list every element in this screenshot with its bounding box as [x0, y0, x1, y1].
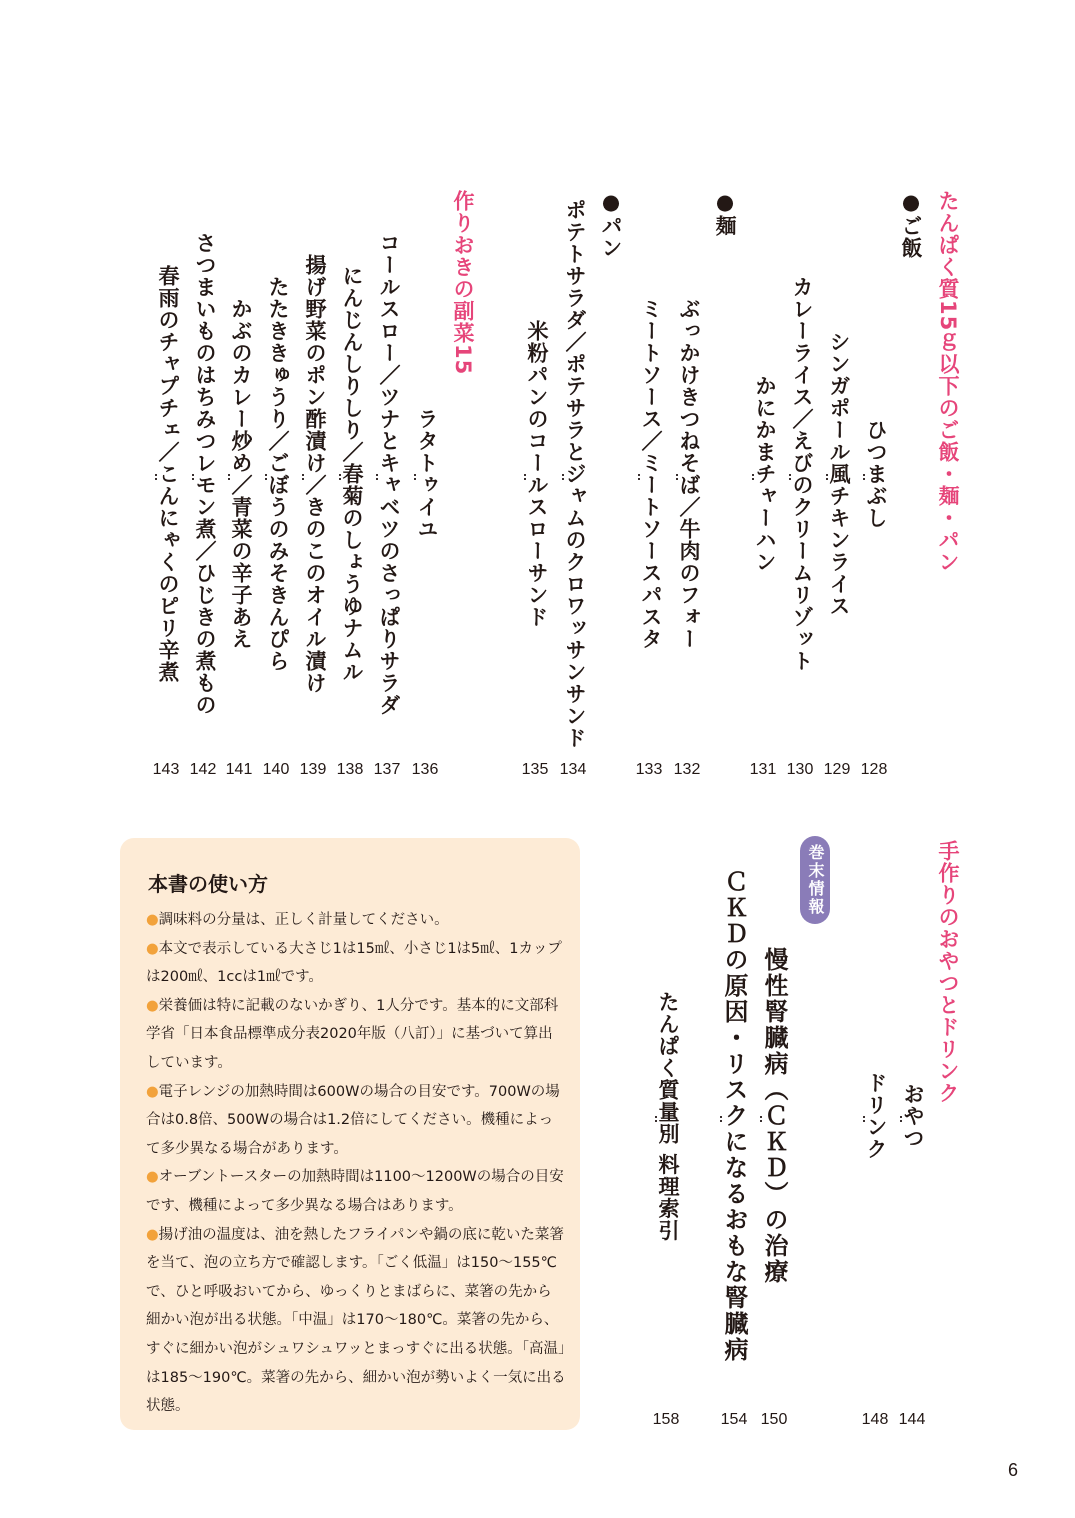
- bullet-icon: ●: [146, 912, 159, 928]
- bullet-icon: ●: [146, 1169, 159, 1186]
- category-label-bread: ●パン: [599, 190, 623, 259]
- toc-entry[interactable]: ひつまぶし: [864, 419, 888, 529]
- appendix-badge: 巻末情報: [800, 836, 830, 924]
- toc-entry[interactable]: かにかまチャーハン: [753, 375, 777, 573]
- toc-entry[interactable]: シンガポール風チキンライス: [827, 331, 851, 617]
- page-ref: 136: [411, 761, 439, 778]
- page-ref: 138: [336, 761, 364, 778]
- toc-entry[interactable]: コールスロー／ツナとキャベツのさっぱりサラダ: [377, 232, 401, 716]
- page-ref: 130: [786, 761, 814, 778]
- dot-leader: [228, 474, 230, 480]
- toc-entry[interactable]: ラタトゥイユ: [415, 408, 439, 540]
- category-label-noodles: ●麺: [713, 190, 737, 237]
- page-ref: 148: [861, 1411, 889, 1428]
- toc-entry[interactable]: おやつ: [901, 1083, 925, 1149]
- page-ref: 143: [152, 761, 180, 778]
- page-ref: 144: [898, 1411, 926, 1428]
- toc-entry[interactable]: さつまいものはちみつレモン煮／ひじきの煮もの: [193, 232, 217, 716]
- bullet-icon: ●: [146, 997, 159, 1014]
- toc-entry[interactable]: たんぱく質量別 料理索引: [656, 990, 680, 1242]
- dot-leader: [524, 474, 526, 480]
- toc-entry[interactable]: カレーライス／えびのクリームリゾット: [790, 276, 814, 672]
- toc-entry[interactable]: 春雨のチャプチェ／こんにゃくのピリ辛煮: [156, 265, 180, 683]
- dot-leader: [752, 474, 754, 480]
- dot-leader: [638, 474, 640, 480]
- dot-leader: [676, 474, 678, 480]
- dot-leader: [414, 474, 416, 480]
- page-ref: 129: [823, 761, 851, 778]
- dot-leader: [655, 1116, 657, 1122]
- page-ref: 132: [673, 761, 701, 778]
- page-ref: 154: [720, 1411, 748, 1428]
- usage-note-item: ●電子レンジの加熱時間は600Wの場合の目安です。700Wの場合は0.8倍、500Wの場合は1.2倍にしてください。機種によって多少異なる場合があります。: [146, 1083, 560, 1157]
- category-label-rice: ●ご飯: [899, 190, 923, 259]
- toc-entry[interactable]: 揚げ野菜のポン酢漬け／きのこのオイル漬け: [303, 254, 327, 694]
- dot-leader: [155, 474, 157, 480]
- dot-leader: [562, 474, 564, 480]
- toc-entry[interactable]: ミートソース／ミートソースパスタ: [639, 298, 663, 650]
- usage-notes-panel: [120, 838, 580, 1430]
- toc-entry[interactable]: ＣＫＤの原因・リスクになるおもな腎臓病: [720, 869, 748, 1363]
- dot-leader: [302, 474, 304, 480]
- bullet-icon: ●: [146, 940, 159, 957]
- toc-entry[interactable]: かぶのカレー炒め／青菜の辛子あえ: [229, 298, 253, 650]
- dot-leader: [376, 474, 378, 480]
- toc-entry[interactable]: たたききゅうり／ごぼうのみそきんぴら: [266, 276, 290, 672]
- page-ref: 137: [373, 761, 401, 778]
- usage-note-item: ●オーブントースターの加熱時間は1100～1200Wの場合の目安です、機種によって多少異なる場合はあります。: [146, 1169, 564, 1214]
- dot-leader: [863, 474, 865, 480]
- dot-leader: [900, 1116, 902, 1122]
- page-ref: 135: [521, 761, 549, 778]
- toc-entry[interactable]: にんじんしりしり／春菊のしょうゆナムル: [340, 265, 364, 683]
- page-number: 6: [1008, 1460, 1019, 1480]
- page-ref: 131: [749, 761, 777, 778]
- dot-leader: [720, 1116, 722, 1122]
- toc-entry[interactable]: ぶっかけきつねそば／牛肉のフォー: [677, 298, 701, 650]
- dot-leader: [192, 474, 194, 480]
- usage-note-item: ●本文で表示している大さじ1は15㎖、小さじ1は5㎖、1カップは200㎖、1ccは1㎖です。: [146, 940, 562, 986]
- bullet-icon: ●: [146, 1083, 159, 1100]
- dot-leader: [826, 474, 828, 480]
- dot-leader: [789, 474, 791, 480]
- bullet-icon: ●: [146, 1226, 159, 1243]
- page-ref: 150: [760, 1411, 788, 1428]
- section-heading-snacks-drinks: 手作りのおやつとドリンク: [936, 840, 960, 1104]
- usage-note-item: ●栄養価は特に記載のないかぎり、1人分です。基本的に文部科学省「日本食品標準成分表2020年版（八訂）」に基づいて算出しています。: [146, 997, 559, 1071]
- usage-note-item: ●調味料の分量は、正しく計量してください。: [146, 912, 449, 928]
- toc-entry[interactable]: ドリンク: [864, 1072, 888, 1160]
- dot-leader: [265, 474, 267, 480]
- toc-entry[interactable]: 米粉パンのコールスローサンド: [525, 320, 549, 628]
- toc-entry[interactable]: 慢性腎臓病（ＣＫＤ）の治療: [760, 947, 788, 1285]
- section-heading-low-protein-staples: たんぱく質15ｇ以下のご飯・麺・パン: [936, 190, 960, 574]
- dot-leader: [863, 1116, 865, 1122]
- page-ref: 134: [559, 761, 587, 778]
- page-ref: 139: [299, 761, 327, 778]
- page-ref: 141: [225, 761, 253, 778]
- page-ref: 142: [189, 761, 217, 778]
- section-heading-side-dishes: 作りおきの副菜15: [451, 190, 475, 376]
- page-ref: 133: [635, 761, 663, 778]
- page-ref: 128: [860, 761, 888, 778]
- usage-notes-title: 本書の使い方: [148, 872, 268, 896]
- usage-note-item: ●揚げ油の温度は、油を熱したフライパンや鍋の底に乾いた菜箸を当て、泡の立ち方で確認します。「ごく低温」は150～155℃で、ひと呼吸おいてから、ゆっくりとまばらに、菜箸の先から細かい泡が出る状態。「中温」は170～180℃。菜箸の先から、すぐに細かい泡がシュワシュワッとまっすぐに出る状態。「高温」は185～190℃。菜箸の先から、細かい泡が勢いよく一気に出る状態。: [146, 1226, 566, 1415]
- usage-notes-list: [146, 906, 566, 1421]
- toc-entry[interactable]: ポテトサラダ／ポテサラとジャムのクロワッサンサンド: [563, 199, 587, 749]
- dot-leader: [339, 474, 341, 480]
- page-ref: 140: [262, 761, 290, 778]
- dot-leader: [760, 1116, 762, 1122]
- page-ref: 158: [652, 1411, 680, 1428]
